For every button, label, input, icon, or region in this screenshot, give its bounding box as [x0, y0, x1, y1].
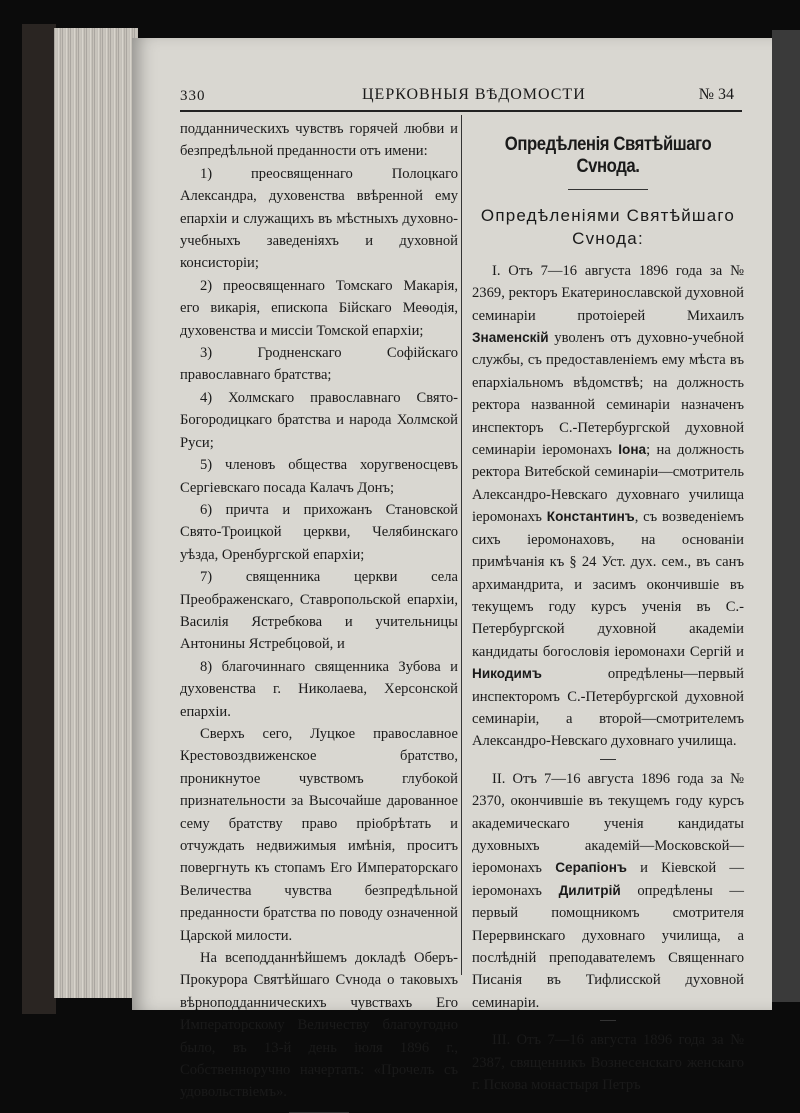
- page-edges: [54, 28, 138, 998]
- entry-text: III. Отъ 7—16 августа 1896 года за № 2387, священникъ Вознесенскаго женскаго г. Пскова монастыря Петръ: [472, 1032, 744, 1094]
- decree-entry: [472, 768, 744, 1014]
- name-bold: Константинъ: [546, 509, 635, 525]
- entry-text: II. Отъ 7—16 августа 1896 года за № 2370, окончившіе въ текущемъ году курсъ академическаго ученія кандидаты духовныхъ академій—Московской—іеромонахъ: [472, 770, 744, 877]
- decree-entry: [472, 260, 744, 753]
- page-header: [180, 84, 740, 110]
- column-divider: [461, 115, 462, 975]
- paragraph: Сверхъ сего, Луцкое православное Крестовоздвиженское братство, проникнутое чувствомъ глубокой признательности за Высочайше дарованное сему братству право пріобрѣтать и отчуждать недвижимыя имѣнія, проситъ повергнуть къ стопамъ Его Императорскаго Величества чувства безпредѣльной преданности братства по поводу означенной Царской милости.: [180, 725, 458, 944]
- entry-text: уволенъ отъ духовно-учебной службы, съ предоставленіемъ ему мѣста въ епархіальномъ вѣдомствѣ; на должность ректора названной семинаріи назначенъ инспекторъ С.-Петербургской духовной семинаріи іеромонахъ: [472, 330, 744, 459]
- right-column: [472, 128, 744, 1096]
- paragraph: 3) Гродненскаго Софійскаго православнаго братства;: [180, 345, 458, 384]
- journal-title: ЦЕРКОВНЫЯ ВѢДОМОСТИ: [362, 86, 586, 103]
- book-spine: [22, 24, 56, 1014]
- paragraph: 2) преосвященнаго Томскаго Макарія, его викарія, епископа Бійскаго Меѳодія, духовенства и миссіи Томской епархіи;: [180, 277, 458, 339]
- section-rule: [568, 189, 648, 190]
- entry-separator: [600, 759, 616, 760]
- section-heading: Опредѣленія Святѣйшаго Сvнода.: [504, 134, 712, 178]
- paragraph: 8) благочиннаго священника Зубова и духовенства г. Николаева, Херсонской епархіи.: [180, 658, 458, 720]
- paragraph: подданническихъ чувствъ горячей любви и безпредѣльной преданности отъ имени:: [180, 121, 458, 160]
- entry-text: опредѣлены — первый помощникомъ смотрителя Перервинскаго духовнаго училища, а послѣдній преподавателемъ Священнаго Писанія въ Тифлисской духовной семинаріи.: [472, 882, 744, 1011]
- entry-text: I. Отъ 7—16 августа 1896 года за № 2369, ректоръ Екатеринославской духовной семинаріи протоіерей Михаилъ: [472, 262, 744, 324]
- paragraph: 5) членовъ общества хоругвеносцевъ Сергіевскаго посада Калачъ Донъ;: [180, 457, 458, 496]
- paragraph: 7) священника церкви села Преображенскаго, Ставропольской епархіи, Василія Ястребкова и учительницы Антонины Ястребцовой, и: [180, 569, 458, 653]
- name-bold: Серапіонъ: [555, 860, 627, 876]
- paragraph: 4) Холмскаго православнаго Свято-Богородицкаго братства и народа Холмской Руси;: [180, 389, 458, 451]
- entry-separator: [600, 1020, 616, 1021]
- name-bold: Знаменскій: [472, 330, 549, 346]
- header-rule: [180, 110, 742, 112]
- name-bold: Іона: [618, 442, 647, 458]
- decree-entry: [472, 1029, 744, 1096]
- section-subheading: Опредѣленіями Святѣйшаго Сvнода:: [480, 205, 736, 248]
- paragraph: 1) преосвященнаго Полоцкаго Александра, духовенства ввѣренной ему епархіи и служащихъ въ мѣстныхъ духовно-учебныхъ заведеніяхъ и духовной консисторіи;: [180, 165, 458, 272]
- issue-number: № 34: [698, 86, 734, 103]
- page-number: 330: [180, 88, 206, 104]
- paragraph: 6) причта и прихожанъ Становской Свято-Троицкой церкви, Челябинскаго уѣзда, Оренбургской епархіи;: [180, 501, 458, 563]
- entry-text: ; на должность ректора Витебской семинаріи—смотритель Александро-Невскаго духовнаго училища іеромонахъ: [472, 442, 745, 526]
- name-bold: Дилитрій: [558, 882, 621, 898]
- entry-text: и Кіевской — іеромонахъ: [472, 860, 744, 899]
- name-bold: Никодимъ: [472, 666, 542, 682]
- paragraph: На всеподданнѣйшемъ докладѣ Оберъ-Прокурора Святѣйшаго Сvнода о таковыхъ вѣрноподданническихъ чувствахъ Его Императорскому Величеству благоугодно было, въ 13-й день іюля 1896 г., Собственноручно начертать: «Прочелъ съ удовольствіемъ».: [180, 950, 458, 1101]
- left-column: [180, 118, 458, 1113]
- book-edge-right: [772, 30, 800, 1002]
- entry-text: , съ возведеніемъ сихъ іеромонаховъ, на основаніи примѣчанія къ § 24 Уст. дух. сем., въ санъ архимандрита, и засимъ окончившіе въ текущемъ году курсъ ученія въ С.-Петербургской духовной академіи кандидаты богословія іеромонахи Сергій и: [472, 509, 744, 660]
- entry-text: опредѣлены—первый инспекторомъ С.-Петербургской духовной семинаріи, а второй—смотрителемъ Александро-Невскаго духовнаго училища.: [472, 666, 744, 750]
